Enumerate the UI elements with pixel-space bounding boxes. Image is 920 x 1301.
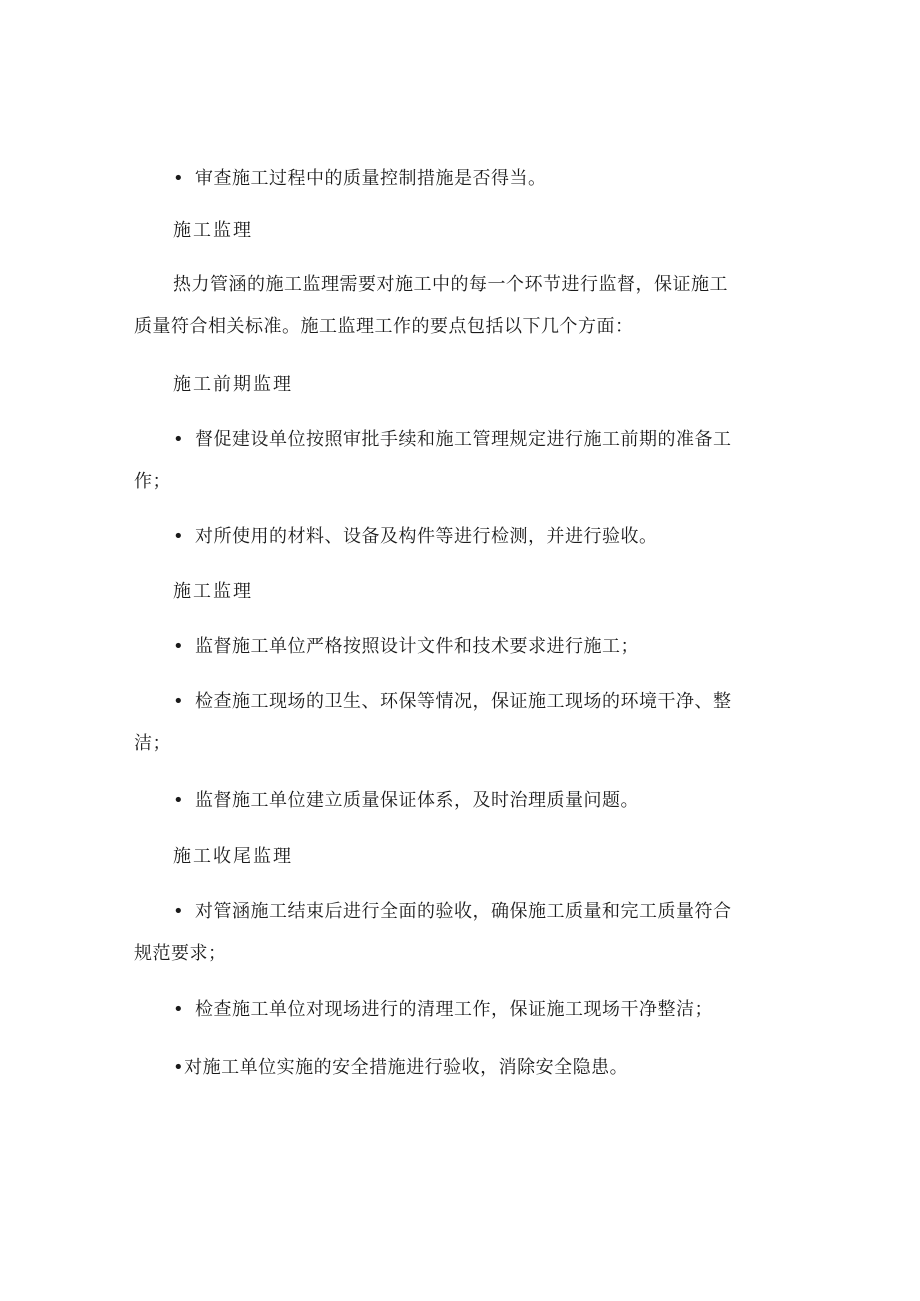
- bullet-text: 审查施工过程中的质量控制措施是否得当。: [195, 168, 547, 189]
- section-heading-construction-phase: 施工监理: [173, 581, 253, 602]
- bullet-text: 检查施工现场的卫生、环保等情况，保证施工现场的环境干净、整: [195, 691, 732, 712]
- bullet-icon: •: [173, 526, 185, 547]
- bullet-icon: •: [173, 790, 185, 811]
- bullet-continuation: 作；: [134, 471, 171, 492]
- bullet-item-safety-acceptance: [173, 1056, 628, 1080]
- bullet-item-site-cleanup: [173, 998, 713, 1022]
- bullet-icon: •: [173, 168, 185, 189]
- paragraph-line-2: 质量符合相关标准。施工监理工作的要点包括以下几个方面：: [134, 316, 634, 337]
- section-heading-construction-supervision: 施工监理: [173, 220, 253, 241]
- bullet-item-final-acceptance: [173, 900, 732, 924]
- bullet-continuation: 规范要求；: [134, 943, 227, 964]
- bullet-icon: •: [173, 901, 185, 922]
- bullet-item-site-hygiene: [173, 690, 732, 714]
- section-heading-completion: 施工收尾监理: [173, 846, 293, 867]
- bullet-text: 督促建设单位按照审批手续和施工管理规定进行施工前期的准备工: [195, 429, 732, 450]
- bullet-item-follow-design: [173, 635, 639, 659]
- bullet-item-quality-system: [173, 789, 639, 813]
- bullet-text: 检查施工单位对现场进行的清理工作，保证施工现场干净整洁；: [195, 999, 713, 1020]
- bullet-item-quality-control: [173, 167, 547, 191]
- bullet-text: 对管涵施工结束后进行全面的验收，确保施工质量和完工质量符合: [195, 901, 732, 922]
- bullet-item-preparation: [173, 428, 732, 452]
- bullet-icon: •: [173, 636, 185, 657]
- bullet-item-material-inspection: [173, 525, 658, 549]
- bullet-icon: •: [173, 1057, 185, 1078]
- bullet-text: 对所使用的材料、设备及构件等进行检测，并进行验收。: [195, 526, 658, 547]
- section-heading-pre-construction: 施工前期监理: [173, 374, 293, 395]
- paragraph-line-1: 热力管涵的施工监理需要对施工中的每一个环节进行监督，保证施工: [173, 274, 728, 295]
- bullet-icon: •: [173, 691, 185, 712]
- bullet-text: 对施工单位实施的安全措施进行验收，消除安全隐患。: [184, 1057, 629, 1078]
- bullet-text: 监督施工单位严格按照设计文件和技术要求进行施工；: [195, 636, 639, 657]
- bullet-icon: •: [173, 429, 185, 450]
- bullet-text: 监督施工单位建立质量保证体系，及时治理质量问题。: [195, 790, 639, 811]
- bullet-icon: •: [173, 999, 185, 1020]
- bullet-continuation: 洁；: [134, 733, 171, 754]
